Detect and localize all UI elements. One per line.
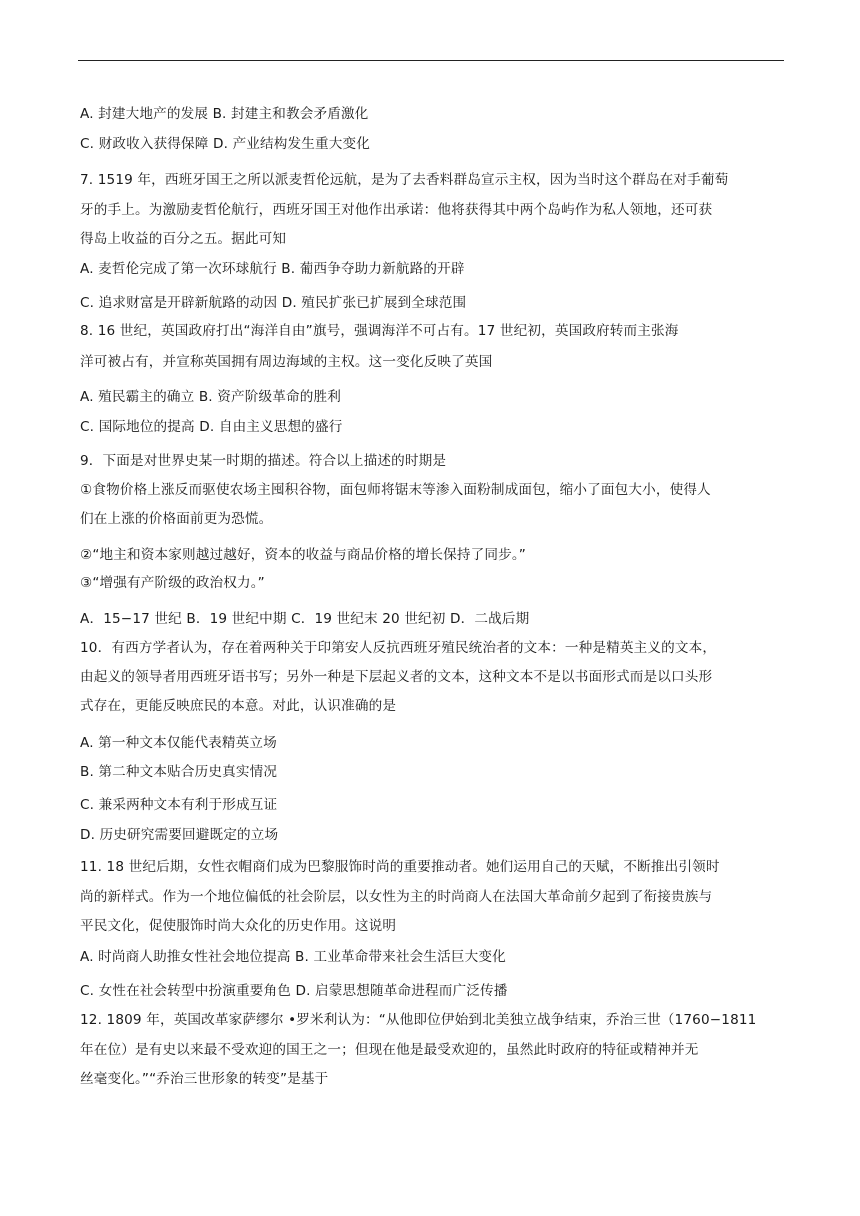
question-9-quote-1-line-2: 们在上涨的价格面前更为恐慌。	[80, 511, 273, 527]
question-12-line-1: 12. 1809 年，英国改革家萨缪尔 •罗米利认为：“从他即位伊始到北美独立战争结束，乔治三世（1760−1811	[80, 1012, 757, 1028]
option-line-11ab: A. 时尚商人助推女性社会地位提高 B. 工业革命带来社会生活巨大变化	[80, 949, 506, 965]
question-8-line-1: 8. 16 世纪，英国政府打出“海洋自由”旗号，强调海洋不可占有。17 世纪初，英国政府转而主张海	[80, 323, 679, 339]
question-12-line-2: 年在位）是有史以来最不受欢迎的国王之一；但现在他是最受欢迎的，虽然此时政府的特征或精神并无	[80, 1042, 699, 1058]
question-11-line-3: 平民文化，促使服饰时尚大众化的历史作用。这说明	[80, 918, 397, 934]
option-line-7cd: C. 追求财富是开辟新航路的动因 D. 殖民扩张已扩展到全球范围	[80, 295, 467, 311]
option-10c: C. 兼采两种文本有利于形成互证	[80, 797, 278, 813]
question-12-line-3: 丝毫变化。”“乔治三世形象的转变”是基于	[80, 1071, 329, 1087]
question-9-stem: 9．下面是对世界史某一时期的描述。符合以上描述的时期是	[80, 453, 447, 469]
option-line-6ab: A. 封建大地产的发展 B. 封建主和教会矛盾激化	[80, 106, 369, 122]
question-9-quote-3: ③“增强有产阶级的政治权力。”	[80, 575, 265, 591]
question-9-quote-2: ②“地主和资本家则越过越好，资本的收益与商品价格的增长保持了同步。”	[80, 547, 526, 563]
question-8-line-2: 洋可被占有，并宣称英国拥有周边海域的主权。这一变化反映了英国	[80, 354, 493, 370]
question-9-quote-1-line-1: ①食物价格上涨反而驱使农场主囤积谷物，面包师将锯末等渗入面粉制成面包，缩小了面包大小，使得人	[80, 482, 711, 498]
question-10-line-3: 式存在，更能反映庶民的本意。对此，认识准确的是	[80, 698, 397, 714]
option-line-6cd: C. 财政收入获得保障 D. 产业结构发生重大变化	[80, 136, 371, 152]
header-rule	[78, 60, 784, 61]
option-line-11cd: C. 女性在社会转型中扮演重要角色 D. 启蒙思想随革命进程而广泛传播	[80, 983, 508, 999]
option-line-8cd: C. 国际地位的提高 D. 自由主义思想的盛行	[80, 419, 343, 435]
question-7-line-3: 得岛上收益的百分之五。据此可知	[80, 231, 287, 247]
question-10-line-1: 10．有西方学者认为，存在着两种关于印第安人反抗西班牙殖民统治者的文本：一种是精英主义的文本，	[80, 640, 717, 656]
option-10b: B. 第二种文本贴合历史真实情况	[80, 764, 278, 780]
question-10-line-2: 由起义的领导者用西班牙语书写；另外一种是下层起义者的文本，这种文本不是以书面形式而是以口头形	[80, 669, 713, 685]
option-line-7ab: A. 麦哲伦完成了第一次环球航行 B. 葡西争夺助力新航路的开辟	[80, 261, 465, 277]
question-11-line-1: 11. 18 世纪后期，女性衣帽商们成为巴黎服饰时尚的重要推动者。她们运用自己的天赋，不断推出引领时	[80, 859, 720, 875]
question-11-line-2: 尚的新样式。作为一个地位偏低的社会阶层，以女性为主的时尚商人在法国大革命前夕起到了衔接贵族与	[80, 889, 713, 905]
option-line-9: A．15−17 世纪 B．19 世纪中期 C．19 世纪末 20 世纪初 D．二战后期	[80, 611, 530, 627]
option-10a: A. 第一种文本仅能代表精英立场	[80, 735, 277, 751]
question-7-line-1: 7. 1519 年，西班牙国王之所以派麦哲伦远航，是为了去香料群岛宣示主权，因为当时这个群岛在对手葡萄	[80, 172, 729, 188]
option-line-8ab: A. 殖民霸主的确立 B. 资产阶级革命的胜利	[80, 389, 341, 405]
option-10d: D. 历史研究需要回避既定的立场	[80, 827, 279, 843]
question-7-line-2: 牙的手上。为激励麦哲伦航行，西班牙国王对他作出承诺：他将获得其中两个岛屿作为私人领地，还可获	[80, 202, 713, 218]
